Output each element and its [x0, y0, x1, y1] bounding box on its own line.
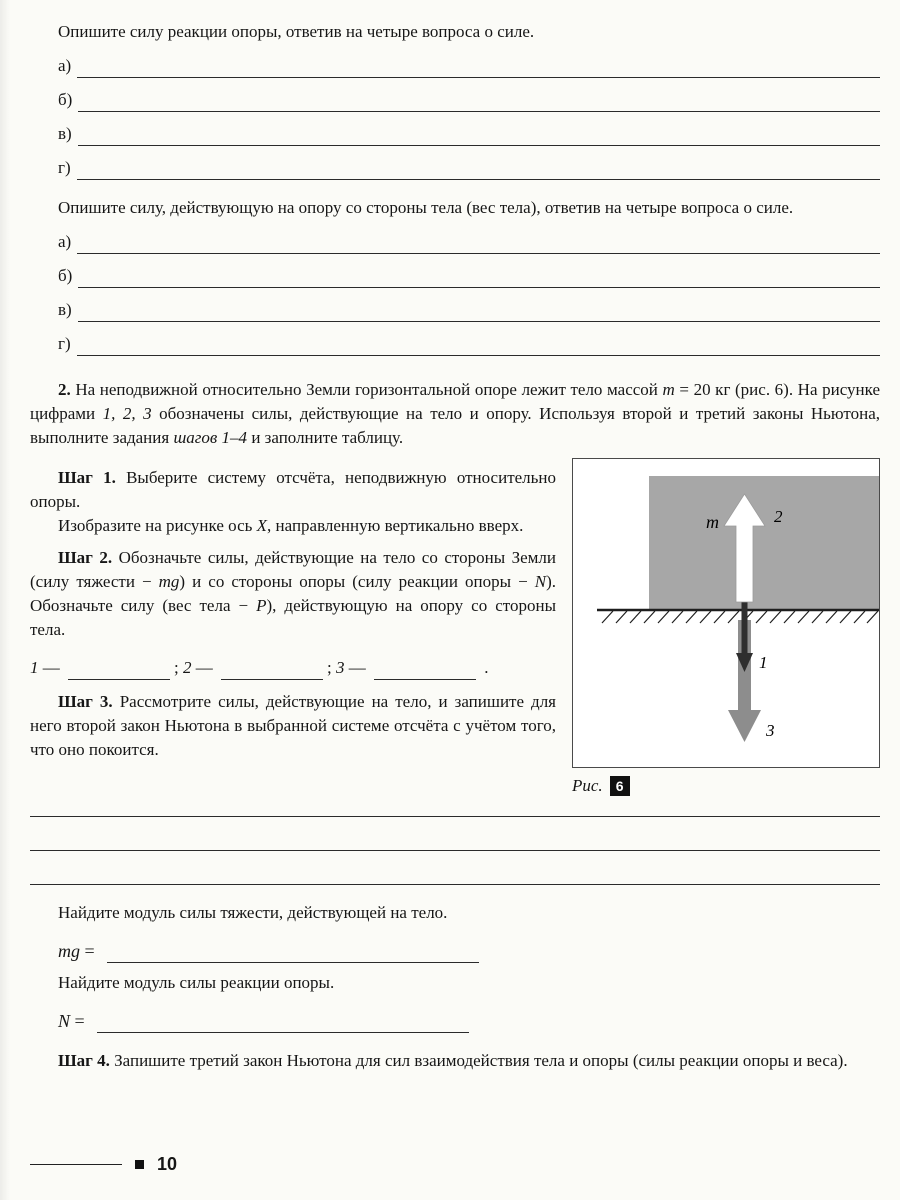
step2-paragraph	[30, 546, 556, 642]
forces-blanks-row	[30, 656, 556, 680]
answer-rule	[30, 884, 880, 885]
answer-blank	[78, 302, 880, 322]
section2-prompt: Опишите силу, действующую на опору со стороны тела (вес тела), ответив на четыре вопроса о силе.	[58, 198, 794, 217]
footer-line	[30, 1164, 122, 1165]
step1-paragraph	[30, 466, 556, 514]
force-blank-3	[374, 660, 476, 680]
step1-text: Изобразите на рисунке ось	[58, 516, 257, 535]
figure-column	[572, 458, 880, 798]
answer-line	[58, 335, 880, 356]
section1-prompt: Опишите силу реакции опоры, ответив на четыре вопроса о силе.	[58, 22, 535, 41]
forces-diagram	[573, 459, 879, 767]
answer-label: в)	[58, 300, 72, 319]
figure-caption-text: Рис.	[572, 776, 603, 795]
step4-label: Шаг 4.	[58, 1051, 110, 1070]
answer-label: г)	[58, 334, 71, 353]
force-blank-1	[68, 660, 170, 680]
n-symbol: N	[534, 572, 547, 591]
answer-line	[58, 301, 880, 322]
answer-blank	[78, 126, 880, 146]
mg-formula-row	[58, 937, 880, 963]
step3-answer-lines	[30, 816, 880, 885]
footer-square-icon	[135, 1160, 144, 1169]
n-symbol: N	[58, 1011, 71, 1031]
equals-sign: =	[70, 1011, 90, 1031]
step1-label: Шаг 1.	[58, 468, 116, 487]
step3-label: Шаг 3.	[58, 692, 113, 711]
answer-line	[58, 57, 880, 78]
answer-line	[58, 267, 880, 288]
task2-text: обозначены силы, действующие на тело и опору. Используя второй и третий законы Ньютона, выполните задания	[30, 404, 880, 447]
task2-body	[30, 458, 880, 798]
separator: ;	[174, 658, 183, 677]
answer-label: а)	[58, 56, 72, 75]
step1-text: , направленную вертикально вверх.	[267, 516, 524, 535]
step3-paragraph	[30, 690, 556, 762]
arrow3-label: 3	[766, 721, 775, 740]
equals-sign: =	[80, 941, 100, 961]
step2-label: Шаг 2.	[58, 548, 113, 567]
answer-label: г)	[58, 158, 71, 177]
mg-symbol: mg	[58, 941, 80, 961]
find-mg-prompt: Найдите модуль силы тяжести, действующей на тело.	[58, 903, 448, 922]
section2-answers	[30, 233, 880, 356]
n-answer-blank	[97, 1013, 469, 1033]
answer-blank	[77, 160, 880, 180]
figure-6	[572, 458, 880, 768]
answer-label: в)	[58, 124, 72, 143]
answer-label: а)	[58, 232, 72, 251]
period: .	[479, 658, 489, 677]
task2-paragraph	[30, 378, 880, 450]
blank-num-2: 2	[182, 658, 192, 677]
force-digits: 1, 2, 3	[102, 404, 152, 423]
dash: —	[38, 658, 64, 677]
step1-paragraph2	[30, 514, 556, 538]
arrow1-label: 1	[759, 653, 768, 672]
step1-text: Выберите систему отсчёта, неподвижную относительно опоры.	[30, 468, 557, 511]
answer-line	[58, 91, 880, 112]
body-block	[649, 476, 879, 610]
task2-text: и заполните таблицу.	[247, 428, 404, 447]
dash: —	[191, 658, 217, 677]
axis-x-symbol: X	[256, 516, 268, 535]
answer-line	[58, 125, 880, 146]
steps-column	[30, 458, 556, 798]
dash: —	[344, 658, 370, 677]
task2-text: На неподвижной относительно Земли горизонтальной опоре лежит тело массой	[70, 380, 663, 399]
separator: ;	[326, 658, 336, 677]
step3-text: Рассмотрите силы, действующие на тело, и запишите для него второй закон Ньютона в выбранной системе отсчёта с учётом того, что оно покоится.	[30, 692, 556, 759]
answer-label: б)	[58, 266, 73, 285]
find-n-prompt: Найдите модуль силы реакции опоры.	[58, 973, 335, 992]
blank-num-1: 1	[30, 658, 39, 677]
answer-blank	[77, 58, 880, 78]
answer-label: б)	[58, 90, 73, 109]
mass-symbol: m	[662, 380, 675, 399]
mass-label: m	[706, 512, 719, 532]
force-blank-2	[221, 660, 323, 680]
answer-blank	[77, 336, 880, 356]
step2-text: ), действующую на опору со стороны тела.	[30, 596, 556, 639]
mg-symbol: mg	[158, 572, 180, 591]
answer-rule	[30, 816, 880, 817]
answer-blank	[78, 92, 880, 112]
step4-paragraph	[30, 1049, 880, 1073]
step2-text: Обозначьте силы, действующие на тело со стороны Земли (силу тяжести −	[30, 548, 556, 591]
answer-blank	[77, 234, 880, 254]
answer-line	[58, 233, 880, 254]
steps-range: шагов 1–4	[173, 428, 248, 447]
answer-rule	[30, 850, 880, 851]
answer-line	[58, 159, 880, 180]
blank-num-3: 3	[335, 658, 345, 677]
n-formula-row	[58, 1007, 880, 1033]
arrow2-label: 2	[774, 507, 783, 526]
page-number: 10	[157, 1154, 178, 1174]
answer-blank	[78, 268, 880, 288]
section1-answers	[30, 57, 880, 180]
step4-text: Запишите третий закон Ньютона для сил взаимодействия тела и опоры (силы реакции опоры и веса).	[109, 1051, 848, 1070]
figure-number-badge: 6	[610, 776, 630, 796]
step2-text: ) и со стороны опоры (силу реакции опоры −	[179, 572, 535, 591]
task2-number: 2.	[58, 380, 71, 399]
mg-answer-blank	[107, 943, 479, 963]
page-footer	[30, 1152, 177, 1176]
step2-text: ). Обозначьте силу (вес тела −	[30, 572, 556, 615]
task2-text: = 20 кг (рис. 6). На рисунке цифрами	[30, 380, 880, 423]
p-symbol: P	[256, 596, 267, 615]
figure-caption	[572, 774, 880, 798]
